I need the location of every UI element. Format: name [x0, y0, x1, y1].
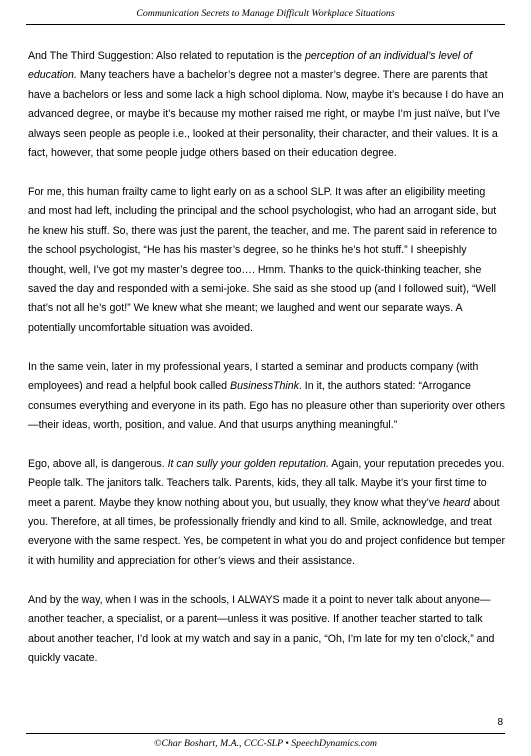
text-span: Many teachers have a bachelor’s degree not a master’s degree. There are parents that have a bachelors or less and some lack a high school diploma. Now, maybe it’s because I do have an advanced degree, or maybe it’s because my mother raised me right, or maybe I’m just naïve, but I’ve always seen people as people i.e., looked at their personality, their character, and their values. It is a fact, however, that some people judge others based on their education degree. — [28, 69, 504, 160]
text-span: Again, your reputation precedes you. People talk. The janitors talk. Teachers talk. Parents, kids, they all talk. Maybe it’s your first time to meet a parent. Maybe they know nothing about you, but usually, they know what they’ve — [28, 457, 505, 509]
italic-span: heard — [442, 496, 471, 509]
header-rule — [26, 24, 505, 25]
paragraph-school-slp-story — [28, 183, 505, 338]
text-span: And The Third Suggestion: Also related to reputation is the — [28, 50, 305, 62]
paragraph-businessthink — [28, 358, 505, 436]
italic-span: perception of an individual’s level of education. — [28, 50, 473, 82]
running-footer: ©Char Boshart, M.A., CCC-SLP • SpeechDynamics.com — [154, 738, 377, 749]
paragraph-ego — [28, 455, 505, 571]
text-span: And by the way, when I was in the schools, I ALWAYS made it a point to never talk about anyone—another teacher, a specialist, or a parent—unless it was positive. If another teacher started to talk about another teacher, I’d look at my watch and say in a panic, “Oh, I’m late for my ten o’clock,” and quickly vacate. — [28, 593, 495, 664]
text-span: For me, this human frailty came to light early on as a school SLP. It was after an eligibility meeting and most had left, including the principal and the school psychologist, who had an arrogant side, but he knew his stuff. So, there was just the parent, the teacher, and me. The parent said in reference to the school psychologist, “He has his master’s degree, so he thinks he’s hot stuff.” I sheepishly thought, well, I’ve got my master’s degree too…. Hmm. Thanks to the quick-thinking teacher, she saved the day and responded with a semi-joke. She said as she stood up (and I followed suit), “Well that’s not all he’s got!” We knew what she meant; we laughed and went our separate ways. A potentially uncomfortable situation was avoided. — [28, 185, 497, 334]
document-body — [28, 47, 505, 688]
text-span: . In it, the authors stated: “Arrogance consumes everything and everyone in its path. Ego has no pleasure other than superiority over others—their ideas, worth, position, and value. And that usurps anything meaningful.” — [28, 380, 505, 431]
footer-rule — [26, 733, 505, 734]
running-header: Communication Secrets to Manage Difficult Workplace Situations — [136, 8, 395, 19]
paragraph-by-the-way — [28, 591, 505, 669]
text-span: Ego, above all, is dangerous. — [28, 457, 168, 470]
page-number: 8 — [497, 717, 503, 728]
paragraph-third-suggestion — [28, 47, 505, 163]
book-title: BusinessThink — [230, 380, 299, 393]
italic-span: It can sully your golden reputation. — [167, 457, 329, 470]
text-span: In the same vein, later in my professional years, I started a seminar and products company (with employees) and read a helpful book called — [28, 360, 479, 393]
text-span: about you. Therefore, at all times, be professionally friendly and kind to all. Smile, acknowledge, and treat everyone with the same respect. Yes, be competent in what you do and project confidence but temper it with humility and appreciation for other’s views and their assistance. — [28, 496, 506, 567]
